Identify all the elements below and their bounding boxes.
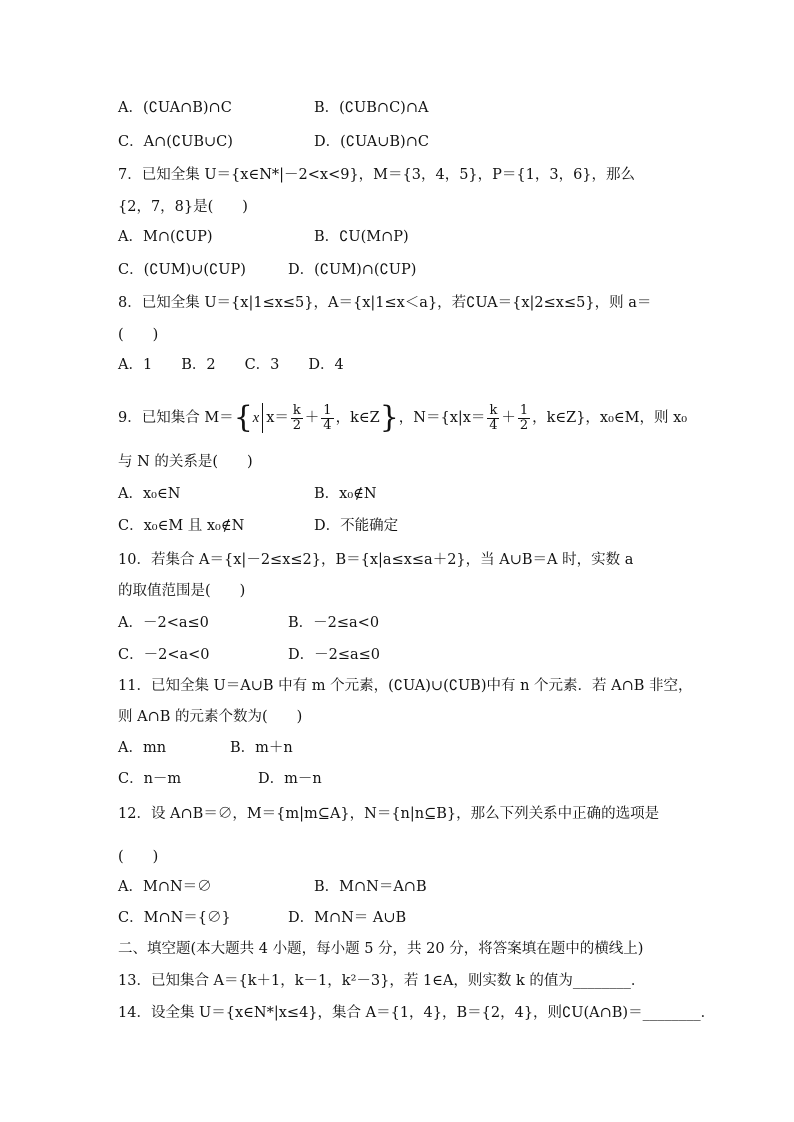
q9-set-var: x xyxy=(252,410,260,426)
q10-option-a: A．－2<a≤0 xyxy=(118,615,209,631)
q12-stem-line1: 12．设 A∩B＝∅，M＝{m|m⊆A}，N＝{n|n⊆B}，那么下列关系中正确的选项是 xyxy=(118,806,660,822)
q7-option-d: D．(∁UM)∩(∁UP) xyxy=(288,262,417,278)
q9-frac1-num: k xyxy=(292,402,301,418)
q12-option-d: D．M∩N＝ A∪B xyxy=(288,910,407,926)
q9-option-a: A．x₀∈N xyxy=(118,486,181,502)
q6-option-a: A．(∁UA∩B)∩C xyxy=(118,100,232,116)
q11-stem-line1: 11．已知全集 U＝A∪B 中有 m 个元素，(∁UA)∪(∁UB)中有 n 个元素．若 A∩B 非空， xyxy=(118,678,693,694)
q9-frac4-den: 2 xyxy=(519,417,529,433)
q11-stem-line2: 则 A∩B 的元素个数为( ) xyxy=(118,709,303,725)
q11-option-d: D．m－n xyxy=(258,771,322,787)
q9-stem-line2: 与 N 的关系是( ) xyxy=(118,454,253,470)
q9-mid: ，N＝{x|x＝ xyxy=(398,410,486,426)
q10-option-d: D．－2≤a≤0 xyxy=(288,647,381,663)
q9-suffix: ，k∈Z}，x₀∈M，则 x₀ xyxy=(532,410,688,426)
q9-frac3-num: k xyxy=(489,402,498,418)
q12-stem-line2: ( ) xyxy=(118,849,159,865)
q9-frac1-den: 2 xyxy=(292,417,301,433)
q9-stem-line1: 9．已知集合 M＝{x x＝ $\frac{k}{2}$ ＋ $\frac{1}{4}$ ，k∈Z}，N＝{x|x＝ $\frac{k}{4}$ ＋ $\frac{1}{2}$ ，k∈Z}，x₀∈M，则 x₀ xyxy=(118,400,688,435)
q9-option-b: B．x₀∉N xyxy=(314,486,377,502)
q10-option-b: B．－2≤a<0 xyxy=(288,615,380,631)
q7-option-a: A．M∩(∁UP) xyxy=(118,229,213,245)
q7-stem-line2: {2，7，8}是( ) xyxy=(118,199,248,215)
q12-option-b: B．M∩N＝A∩B xyxy=(314,879,427,895)
q10-stem-line1 xyxy=(118,550,633,570)
q9-set-tail: ，k∈Z xyxy=(335,410,380,426)
q11-option-b: B．m＋n xyxy=(230,740,293,756)
q10-prefix: 10．若集合 A＝ xyxy=(118,552,225,568)
q10-stem-line2: 的取值范围是( ) xyxy=(118,583,246,599)
q9-frac3-den: 4 xyxy=(489,417,498,433)
q9-plus: ＋ xyxy=(304,410,320,426)
q10-suffix: ，B＝{x|a≤x≤a＋2}，当 A∪B＝A 时，实数 a xyxy=(320,552,634,568)
q10-option-c: C．－2<a<0 xyxy=(118,647,210,663)
q11-option-a: A．mn xyxy=(118,740,167,756)
q9-option-d: D．不能确定 xyxy=(314,518,399,534)
q8-stem-line2: ( ) xyxy=(118,327,159,343)
q9-frac2-num: 1 xyxy=(323,402,332,418)
q7-option-b: B．∁U(M∩P) xyxy=(314,229,409,245)
q9-plus2: ＋ xyxy=(501,410,516,426)
q9-frac4-num: 1 xyxy=(519,402,529,418)
q9-frac2-den: 4 xyxy=(323,417,332,433)
q6-option-c: C．A∩(∁UB∪C) xyxy=(118,134,233,150)
q12-option-c: C．M∩N＝{∅} xyxy=(118,910,231,926)
q11-option-c: C．n－m xyxy=(118,771,182,787)
q6-option-b: B．(∁UB∩C)∩A xyxy=(314,100,429,116)
q13-stem: 13．已知集合 A＝{k＋1，k－1，k²－3}，若 1∈A，则实数 k 的值为________． xyxy=(118,973,646,989)
q9-set-eq: x＝ xyxy=(266,410,289,426)
q9-prefix: 9．已知集合 M＝ xyxy=(118,410,234,426)
q10-set-a: {x|－2≤x≤2} xyxy=(224,552,321,568)
section-heading-fill-in: 二、填空题(本大题共 4 小题，每小题 5 分，共 20 分，将答案填在题中的横线上) xyxy=(118,941,644,957)
q9-option-c: C．x₀∈M 且 x₀∉N xyxy=(118,518,245,534)
q7-stem-line1: 7．已知全集 U＝{x∈N*|－2<x<9}，M＝{3，4，5}，P＝{1，3，6}，那么 xyxy=(118,167,636,183)
q14-stem: 14．设全集 U＝{x∈N*|x≤4}，集合 A＝{1，4}，B＝{2，4}，则∁U(A∩B)＝________． xyxy=(118,1005,716,1021)
q12-option-a: A．M∩N＝∅ xyxy=(118,879,212,895)
q8-options: A．1 B．2 C．3 D．4 xyxy=(118,357,344,373)
q8-stem-line1: 8．已知全集 U＝{x|1≤x≤5}，A＝{x|1≤x＜a}，若∁UA＝{x|2≤x≤5}，则 a＝ xyxy=(118,295,652,311)
q6-option-d: D．(∁UA∪B)∩C xyxy=(314,134,429,150)
q7-option-c: C．(∁UM)∪(∁UP) xyxy=(118,262,246,278)
